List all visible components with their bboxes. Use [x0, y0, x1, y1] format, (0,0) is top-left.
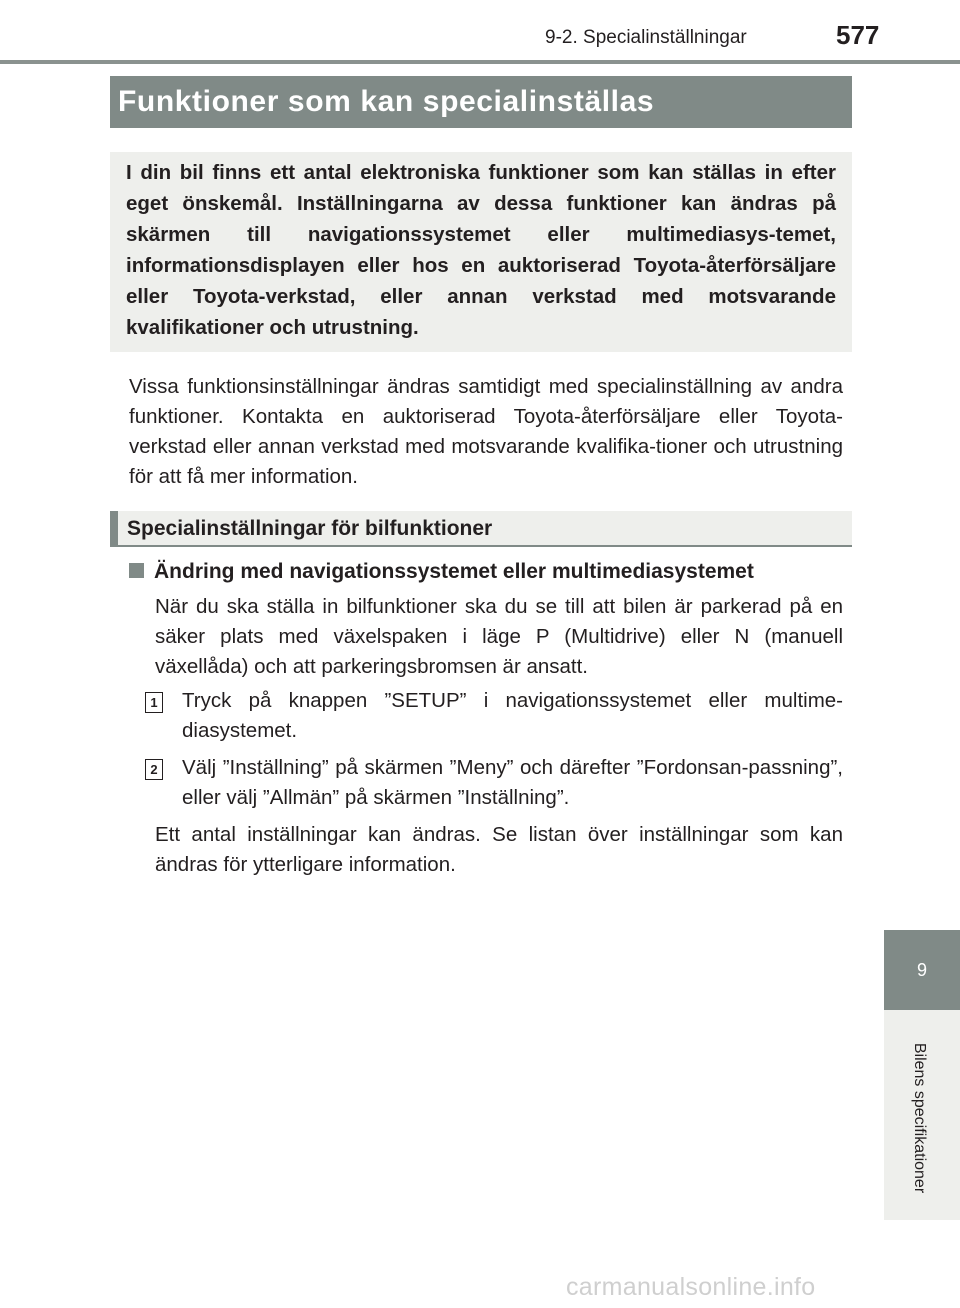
chapter-tab [884, 930, 960, 1010]
step-text-2: Välj ”Inställning” på skärmen ”Meny” och därefter ”Fordonsan-passning”, eller välj ”Allmän” på skärmen ”Inställning”. [182, 756, 843, 809]
title-bar [110, 76, 852, 128]
header-section-title: 9-2. Specialinställningar [545, 27, 747, 48]
page-title: Funktioner som kan specialinställas [118, 85, 655, 118]
intro-text: I din bil finns ett antal elektroniska funktioner som kan ställas in efter eget önskemål. Inställningarna av dessa funktioner kan ändras på skärmen till navigationssystemet eller multimediasys-temet, informationsdisplayen eller hos en auktoriserad Toyota-återförsäljare eller Toyota-verkstad, eller annan verkstad med motsvarande kvalifikationer och utrustning. [126, 161, 836, 339]
section-heading-accent [110, 511, 118, 545]
square-bullet-icon [129, 563, 144, 578]
watermark: carmanualsonline.info [566, 1273, 816, 1301]
body-paragraph: Vissa funktionsinställningar ändras samtidigt med specialinställning av andra funktioner. Kontakta en auktoriserad Toyota-återförsäljare eller Toyota-verkstad eller annan verkstad med motsvarande kvalifika-tioner och utrustning för att få mer information. [129, 375, 843, 488]
section-heading: Specialinställningar för bilfunktioner [127, 517, 493, 540]
page-number: 577 [836, 20, 880, 50]
step-text-1: Tryck på knappen ”SETUP” i navigationssystemet eller multime-diasystemet. [182, 689, 843, 742]
subheading [129, 558, 754, 586]
chapter-number: 9 [916, 959, 927, 980]
subheading-text: Ändring med navigationssystemet eller multimediasystemet [154, 560, 754, 583]
chapter-label: Bilens specifikationer [911, 1042, 928, 1194]
header-rule [0, 60, 960, 64]
step-number-1: 1 [145, 692, 163, 713]
section-heading-bar [110, 511, 852, 547]
instruction-paragraph: När du ska ställa in bilfunktioner ska du se till att bilen är parkerad på en säker plats med växelspaken i läge P (Multidrive) eller N (manuell växellåda) och att parkeringsbromsen är ansatt. [155, 595, 843, 678]
closing-paragraph: Ett antal inställningar kan ändras. Se listan över inställningar som kan ändras för ytterligare information. [155, 823, 843, 876]
intro-box [110, 152, 852, 352]
step-number-2: 2 [145, 759, 163, 780]
